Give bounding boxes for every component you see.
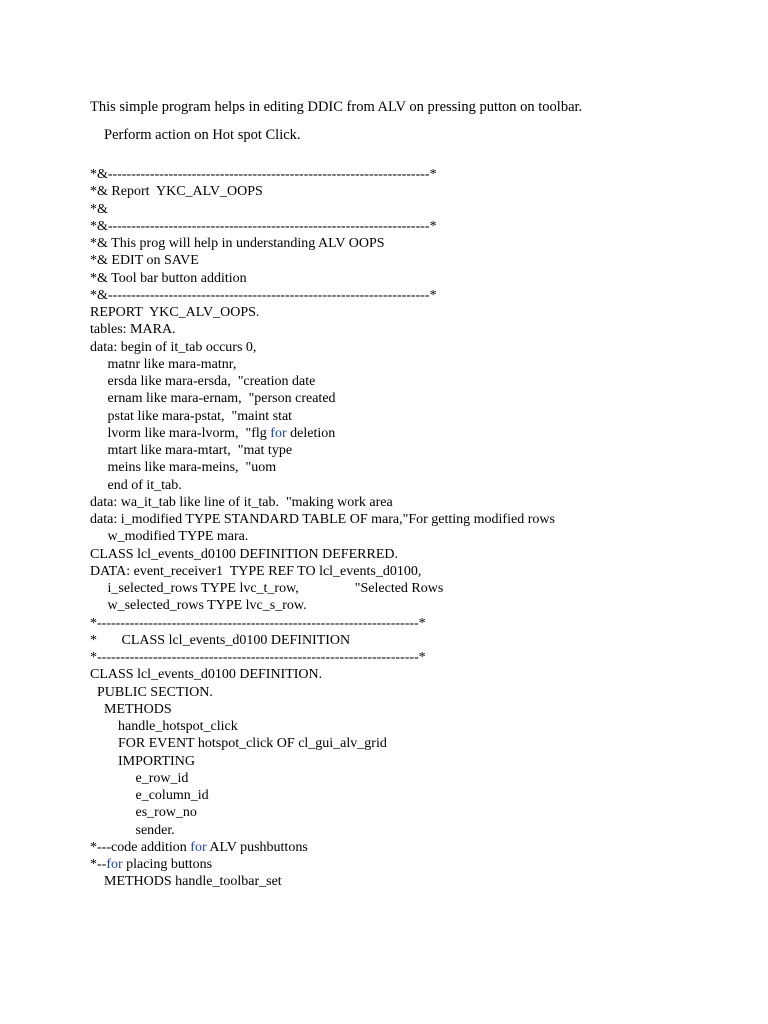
code-text: handle_hotspot_click <box>118 719 238 734</box>
code-line <box>90 649 750 666</box>
code-text: *& Report YKC_ALV_OOPS <box>90 184 263 200</box>
abap-code-listing <box>90 166 750 891</box>
code-text: placing buttons <box>122 857 213 872</box>
code-indent <box>90 788 136 803</box>
code-line <box>90 287 750 304</box>
code-text: matnr like mara-matnr, <box>107 356 237 372</box>
code-text: e_row_id <box>135 770 189 786</box>
code-indent <box>90 374 108 389</box>
code-text: CLASS lcl_events_d0100 DEFINITION DEFERRED. <box>90 546 398 562</box>
code-indent <box>90 685 97 700</box>
code-text: end of it_tab. <box>107 477 182 493</box>
code-indent <box>90 823 136 838</box>
code-keyword: for <box>106 857 123 872</box>
code-line <box>90 597 750 614</box>
code-indent <box>90 409 108 424</box>
code-indent <box>90 529 108 544</box>
code-line <box>90 528 750 545</box>
code-indent <box>90 771 136 786</box>
code-line <box>90 408 750 425</box>
code-line <box>90 201 750 218</box>
code-text: *&---------------------------------------------------------------------* <box>90 218 437 234</box>
code-text: sender. <box>135 822 175 838</box>
code-keyword: for <box>190 839 207 855</box>
code-text: data: i_modified TYPE STANDARD TABLE OF mara,"For getting modified rows <box>90 512 555 527</box>
code-text: *---------------------------------------------------------------------* <box>90 615 426 631</box>
code-text: *& <box>90 201 108 217</box>
code-line <box>90 183 750 200</box>
code-line <box>90 873 750 890</box>
code-line <box>90 425 750 442</box>
code-line <box>90 787 750 804</box>
code-line <box>90 839 750 856</box>
code-text: PUBLIC SECTION. <box>97 684 213 700</box>
code-keyword: for <box>270 425 287 441</box>
code-line <box>90 718 750 735</box>
code-indent <box>90 581 108 596</box>
code-line <box>90 339 750 356</box>
code-text: e_column_id <box>135 788 209 803</box>
code-text: *-- <box>90 857 107 872</box>
code-text: i_selected_rows TYPE lvc_t_row, "Selected Rows <box>107 581 444 596</box>
code-line <box>90 770 750 787</box>
code-line <box>90 235 750 252</box>
code-line <box>90 804 750 821</box>
code-line <box>90 701 750 718</box>
code-text: IMPORTING <box>118 753 195 769</box>
code-line <box>90 580 750 597</box>
code-text: METHODS <box>104 701 172 717</box>
code-line <box>90 373 750 390</box>
code-line <box>90 459 750 476</box>
code-indent <box>90 754 118 769</box>
code-text: DATA: event_receiver1 TYPE REF TO lcl_events_d0100, <box>90 563 422 579</box>
code-indent <box>90 874 104 889</box>
code-text: *& EDIT on SAVE <box>90 253 199 269</box>
code-indent <box>90 478 108 493</box>
code-line <box>90 218 750 235</box>
code-indent <box>90 460 108 475</box>
code-text: *& This prog will help in understanding ALV OOPS <box>90 236 385 251</box>
code-indent <box>90 443 108 458</box>
intro-text-line-2: Perform action on Hot spot Click. <box>104 127 301 143</box>
code-text: w_modified TYPE mara. <box>107 529 249 545</box>
code-line <box>90 321 750 338</box>
code-text: *---code addition <box>90 839 191 855</box>
code-text: tables: MARA. <box>90 322 176 338</box>
code-line <box>90 632 750 649</box>
code-text: FOR EVENT hotspot_click OF cl_gui_alv_grid <box>118 736 387 752</box>
code-text: mtart like mara-mtart, "mat type <box>107 443 293 458</box>
code-indent <box>90 719 118 734</box>
code-text: ernam like mara-ernam, "person created <box>107 391 336 407</box>
code-line <box>90 753 750 770</box>
code-line <box>90 563 750 580</box>
code-text: *&---------------------------------------------------------------------* <box>90 287 437 303</box>
code-line <box>90 166 750 183</box>
code-line <box>90 270 750 287</box>
code-text: meins like mara-meins, "uom <box>107 460 277 476</box>
code-line <box>90 304 750 321</box>
code-line <box>90 511 750 528</box>
code-text: *&---------------------------------------------------------------------* <box>90 167 437 182</box>
code-text: REPORT YKC_ALV_OOPS. <box>90 305 260 320</box>
code-indent <box>90 598 108 613</box>
code-line <box>90 390 750 407</box>
code-text: data: wa_it_tab like line of it_tab. "making work area <box>90 494 393 510</box>
code-text: ALV pushbuttons <box>206 839 308 855</box>
code-text: data: begin of it_tab occurs 0, <box>90 339 257 355</box>
code-line <box>90 252 750 269</box>
code-text: lvorm like mara-lvorm, "flg <box>107 425 271 441</box>
code-indent <box>90 391 108 406</box>
code-text: *---------------------------------------------------------------------* <box>90 650 426 665</box>
code-text: CLASS lcl_events_d0100 DEFINITION. <box>90 667 323 683</box>
code-line <box>90 856 750 873</box>
code-indent <box>90 702 104 717</box>
intro-text-line-1: This simple program helps in editing DDIC from ALV on pressing putton on toolbar. <box>90 99 583 115</box>
code-text: es_row_no <box>135 805 197 821</box>
code-text: * CLASS lcl_events_d0100 DEFINITION <box>90 632 351 648</box>
code-line <box>90 477 750 494</box>
code-indent <box>90 805 136 820</box>
code-text: w_selected_rows TYPE lvc_s_row. <box>107 598 307 614</box>
code-indent <box>90 357 108 372</box>
code-text: pstat like mara-pstat, "maint stat <box>107 408 293 424</box>
code-line <box>90 666 750 683</box>
code-text: METHODS handle_toolbar_set <box>104 874 282 890</box>
code-line <box>90 684 750 701</box>
code-line <box>90 735 750 752</box>
document-page <box>90 98 750 891</box>
code-line <box>90 494 750 511</box>
code-text: ersda like mara-ersda, "creation date <box>107 374 316 389</box>
code-line <box>90 442 750 459</box>
code-line <box>90 615 750 632</box>
code-line <box>90 356 750 373</box>
code-line <box>90 822 750 839</box>
code-indent <box>90 736 118 751</box>
code-line <box>90 546 750 563</box>
code-text: *& Tool bar button addition <box>90 270 247 286</box>
code-text: deletion <box>286 425 336 441</box>
code-indent <box>90 426 108 441</box>
